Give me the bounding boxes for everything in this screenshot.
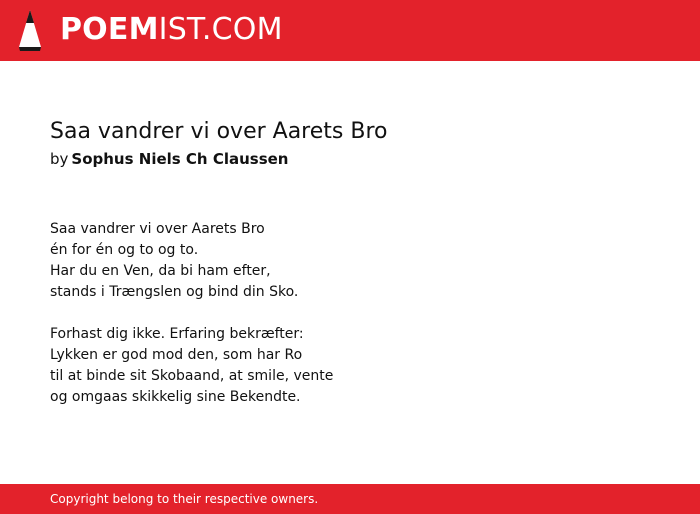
poem-title: Saa vandrer vi over Aarets Bro [50,119,388,144]
site-header [0,0,700,61]
author-name[interactable]: Sophus Niels Ch Claussen [71,150,289,168]
site-footer [0,484,700,514]
poem-body [50,219,650,429]
poem-line: Har du en Ven, da bi ham efter, [50,263,271,279]
poem-line: og omgaas skikkelig sine Bekendte. [50,389,301,405]
poem-line: stands i Trængslen og bind din Sko. [50,284,299,300]
byline-prefix: by [50,150,69,168]
poem-line: én for én og to og to. [50,242,199,258]
logo-text [60,8,283,52]
logo-text-light: IST.COM [158,12,283,47]
logo-text-bold: POEM [60,12,159,47]
poem-line: Forhast dig ikke. Erfaring bekræfter: [50,326,304,342]
pencil-logo-icon [16,8,44,52]
poem-line: Lykken er god mod den, som har Ro [50,347,303,363]
poem-byline [50,149,289,169]
poem-line: Saa vandrer vi over Aarets Bro [50,221,265,237]
poem-stanza-2 [50,324,650,408]
site-logo[interactable] [16,8,283,52]
copyright-notice: Copyright belong to their respective owners. [50,492,319,506]
poem-line: til at binde sit Skobaand, at smile, vente [50,368,334,384]
poem-stanza-1 [50,219,650,303]
